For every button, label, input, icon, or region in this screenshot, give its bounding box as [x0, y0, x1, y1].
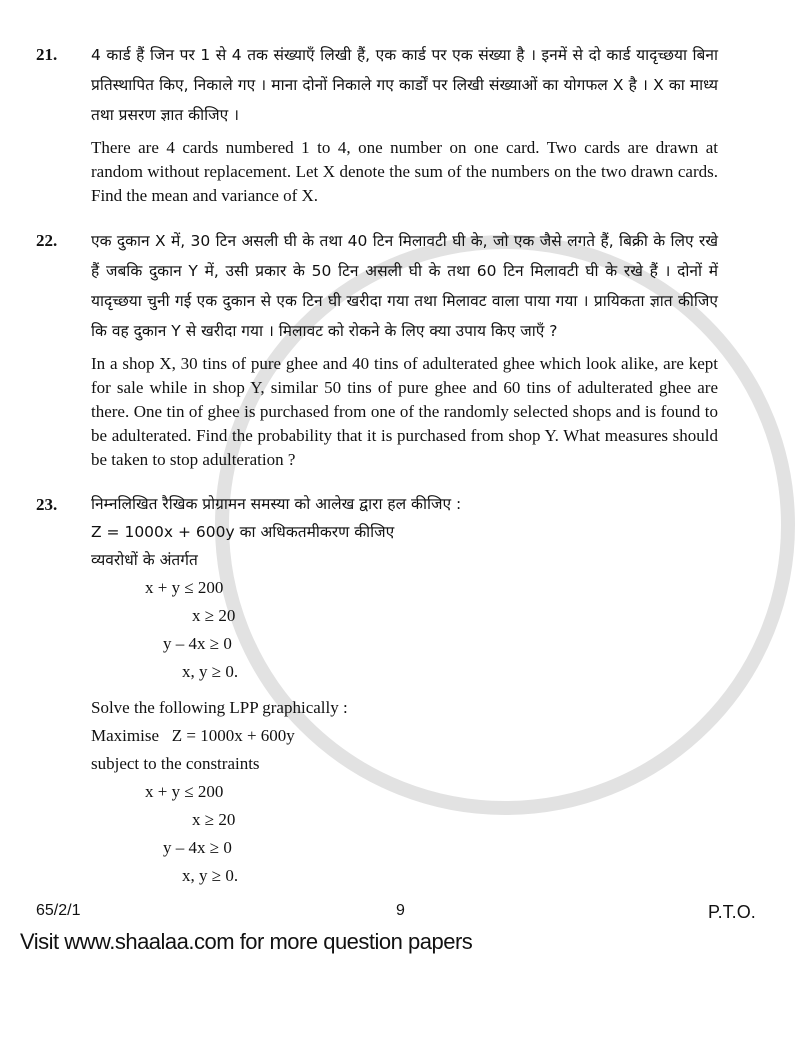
question-23 [0, 490, 800, 890]
paper-code: 65/2/1 [36, 902, 81, 919]
constraint: x, y ≥ 0. [182, 662, 239, 681]
question-22-english: In a shop X, 30 tins of pure ghee and 40 tins of adulterated ghee which look alike, are kept for sale while in shop Y, similar 50 tins of pure ghee and 60 tins of adulterated ghee are there. One tin of ghee is purchased from one of the randomly selected shops and is found to be adulterated. Find the probability that it is purchased from shop Y. What measures should be taken to stop adulteration ? [91, 354, 718, 469]
constraint: x, y ≥ 0. [182, 866, 239, 885]
constraint: y – 4x ≥ 0 [163, 838, 232, 857]
question-21-english: There are 4 cards numbered 1 to 4, one number on one card. Two cards are drawn at random without replacement. Let X denote the sum of the numbers on the two drawn cards. Find the mean and variance of X. [91, 138, 718, 205]
pto-label: P.T.O. [708, 902, 756, 922]
question-22 [0, 226, 800, 478]
constraint: x ≥ 20 [192, 810, 236, 829]
question-21-hindi: 4 कार्ड हैं जिन पर 1 से 4 तक संख्याएँ लिखी हैं, एक कार्ड पर एक संख्या है । इनमें से दो कार्ड यादृच्छया बिना प्रतिस्थापित किए, निकाले गए । माना दोनों निकाले गए कार्डों पर लिखी संख्याओं का योगफल X है । X का माध्य तथा प्रसरण ज्ञात कीजिए । [91, 46, 718, 124]
constraint: x + y ≤ 200 [145, 782, 224, 801]
question-21 [0, 40, 800, 214]
questions [0, 40, 800, 890]
constraint: x ≥ 20 [192, 606, 236, 625]
q23-hindi-subject: व्यवरोधों के अंतर्गत [91, 551, 198, 569]
constraint: y – 4x ≥ 0 [163, 634, 232, 653]
q23-hindi-objective: Z = 1000x + 600y का अधिकतमीकरण कीजिए [91, 523, 395, 541]
q23-english-subject: subject to the constraints [91, 754, 260, 773]
page-footer [0, 902, 800, 928]
question-number: 21. [36, 45, 58, 64]
question-number: 22. [36, 231, 58, 250]
question-22-hindi: एक दुकान X में, 30 टिन असली घी के तथा 40 टिन मिलावटी घी के, जो एक जैसे लगते हैं, बिक्री के लिए रखे हैं जबकि दुकान Y में, उसी प्रकार के 50 टिन असली घी के तथा 60 टिन मिलावटी घी के रखे हैं । दोनों में यादृच्छया चुनी गई एक दुकान से एक टिन घी खरीदा गया तथा मिलावट वाला पाया गया । प्रायिकता ज्ञात कीजिए कि वह दुकान Y से खरीदा गया । मिलावट को रोकने के लिए क्या उपाय किए जाएँ ? [91, 232, 718, 340]
q23-english-objective: Maximise Z = 1000x + 600y [91, 726, 295, 745]
constraint: x + y ≤ 200 [145, 578, 224, 597]
question-number: 23. [36, 495, 58, 514]
q23-english-intro: Solve the following LPP graphically : [91, 698, 348, 717]
visit-link[interactable]: Visit www.shaalaa.com for more question papers [20, 929, 473, 954]
page-number: 9 [396, 902, 405, 919]
q23-hindi-intro: निम्नलिखित रैखिक प्रोग्रामन समस्या को आलेख द्वारा हल कीजिए : [91, 495, 462, 513]
